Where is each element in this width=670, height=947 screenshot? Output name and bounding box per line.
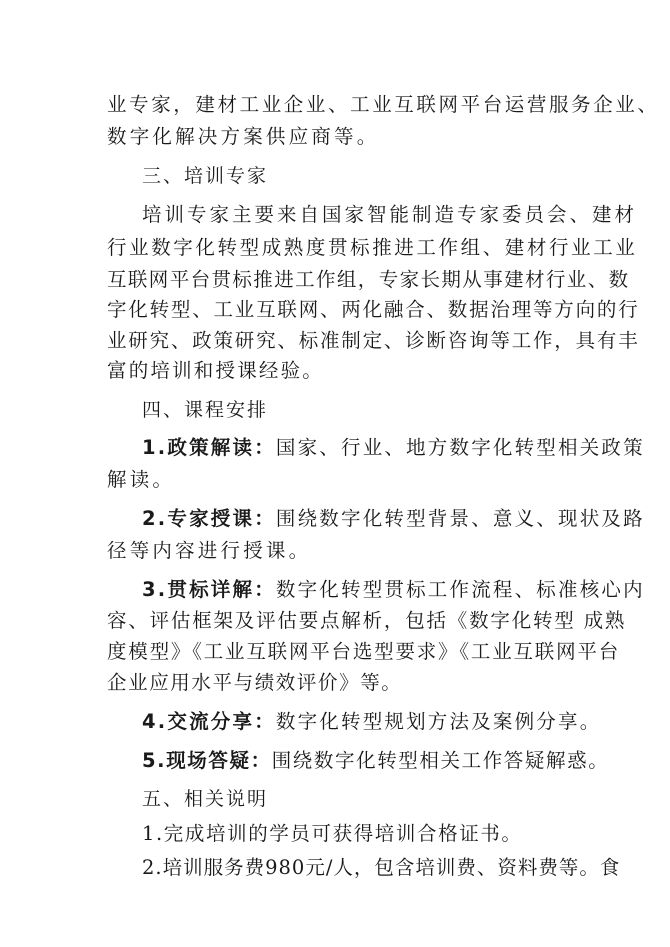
text-line-9: 富的培训和授课经验。 [107, 359, 325, 382]
text-line-12: 解读。 [107, 468, 176, 491]
course-item-2-title: 2.专家授课： [142, 507, 276, 530]
text-line-1: 业专家，建材工业企业、工业互联网平台运营服务企业、 [107, 93, 660, 116]
text-line-14: 径等内容进行授课。 [107, 539, 312, 562]
course-item-1: 1.政策解读：国家、行业、地方数字化转型相关政策 [142, 436, 645, 459]
section-heading-3: 三、培训专家 [142, 165, 269, 187]
text-line-7: 字化转型、工业互联网、两化融合、数据治理等方向的行 [107, 298, 640, 321]
course-item-4-title: 4.交流分享： [142, 710, 276, 733]
course-item-5: 5.现场答疑：围绕数字化转型相关工作答疑解惑。 [142, 749, 610, 772]
text-line-6: 互联网平台贯标推进工作组，专家长期从事建材行业、数 [107, 268, 630, 291]
text-line-16: 容、评估框架及评估要点解析，包括《数字化转型 成熟 [107, 609, 627, 632]
course-item-4: 4.交流分享：数字化转型规划方法及案例分享。 [142, 710, 602, 733]
text-line-23: 2.培训服务费980元/人，包含培训费、资料费等。食 [142, 856, 621, 879]
text-line-2: 数字化解决方案供应商等。 [107, 125, 380, 148]
text-line-18: 企业应用水平与绩效评价》等。 [107, 671, 403, 694]
text-line-4: 培训专家主要来自国家智能制造专家委员会、建材 [142, 203, 638, 226]
course-item-3-title: 3.贯标详解： [142, 578, 276, 601]
section-heading-5: 五、相关说明 [142, 788, 269, 810]
text-line-22: 1.完成培训的学员可获得培训合格证书。 [142, 822, 523, 845]
course-item-5-title: 5.现场答疑： [142, 749, 272, 772]
course-item-2: 2.专家授课：围绕数字化转型背景、意义、现状及路 [142, 507, 645, 530]
course-item-3: 3.贯标详解：数字化转型贯标工作流程、标准核心内 [142, 578, 645, 601]
section-heading-4: 四、课程安排 [142, 399, 269, 421]
text-line-5: 行业数字化转型成熟度贯标推进工作组、建材行业工业 [107, 236, 638, 259]
course-item-1-title: 1.政策解读： [142, 436, 276, 459]
text-line-8: 业研究、政策研究、标准制定、诊断咨询等工作，具有丰 [107, 329, 640, 352]
text-line-17: 度模型》《工业互联网平台选型要求》《工业互联网平台 [107, 640, 621, 663]
